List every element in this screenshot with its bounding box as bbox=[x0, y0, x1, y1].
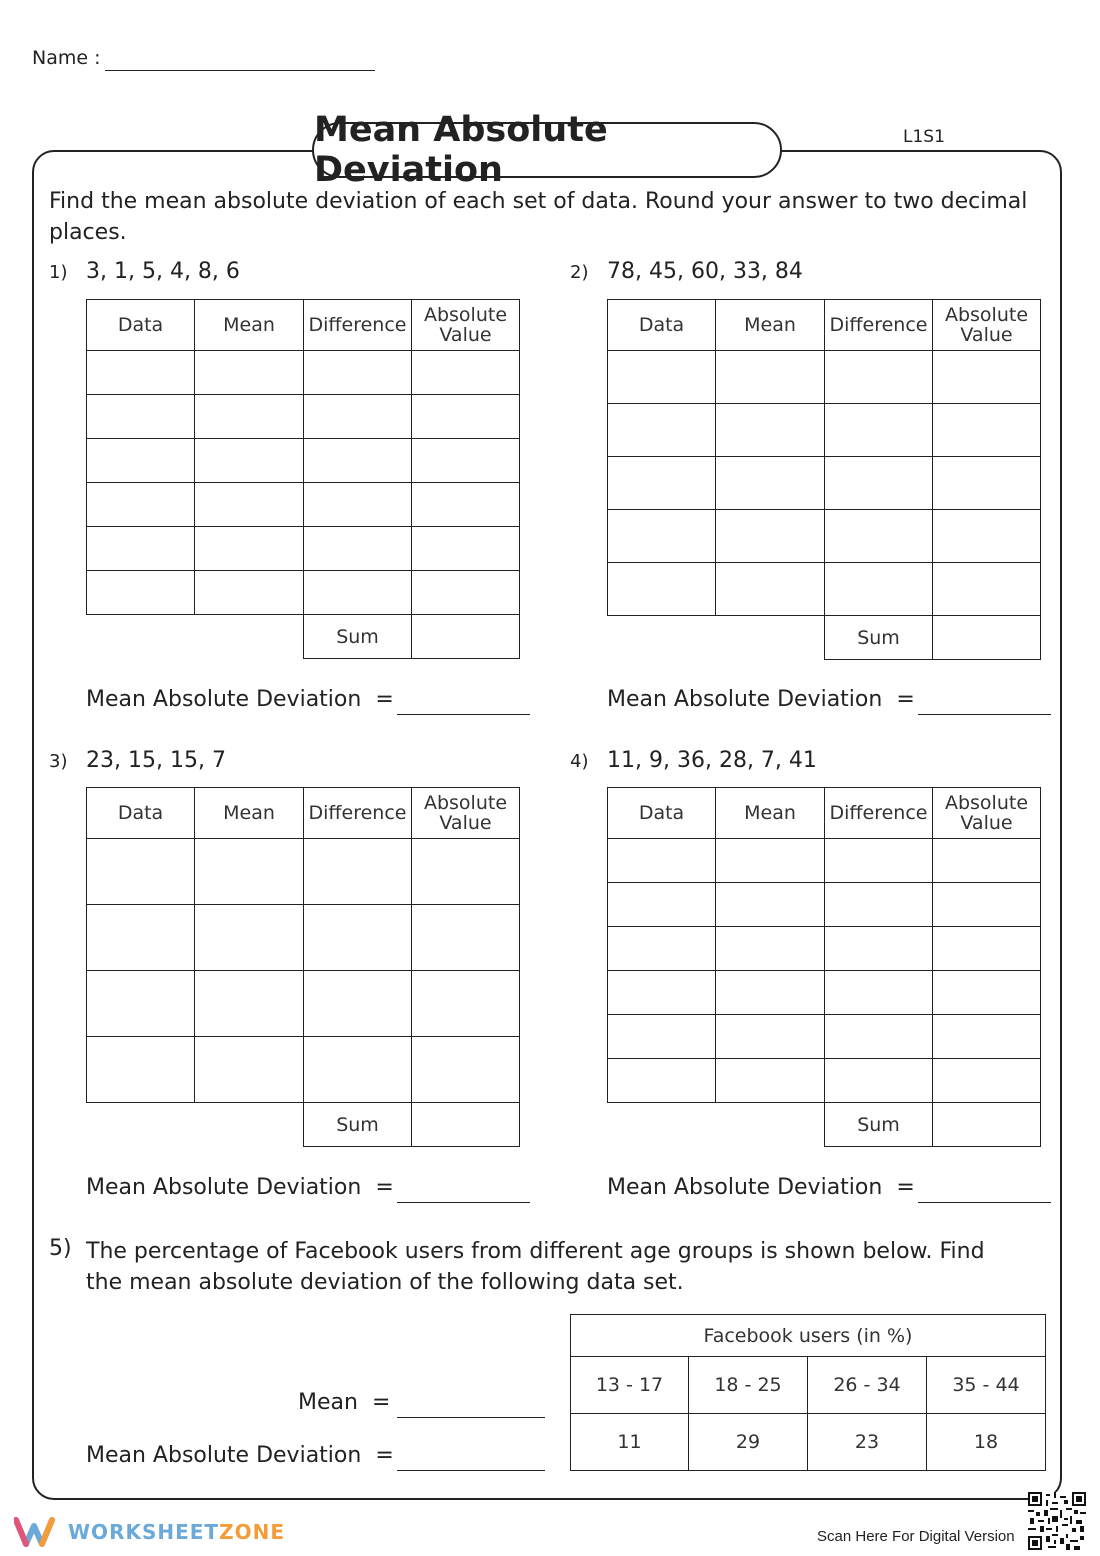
abs-cell[interactable] bbox=[412, 905, 520, 971]
problem-3-table bbox=[86, 787, 520, 1147]
problem-2-mad-label bbox=[607, 687, 915, 712]
table-row bbox=[608, 404, 1041, 457]
header-abs-line1: Absolute bbox=[944, 304, 1029, 326]
mean-cell[interactable] bbox=[716, 404, 825, 457]
header-abs-line1: Absolute bbox=[423, 792, 508, 814]
abs-cell[interactable] bbox=[933, 883, 1041, 927]
header-data: Data bbox=[608, 300, 716, 351]
brand-name bbox=[68, 1520, 285, 1544]
mad-label-text: Mean Absolute Deviation bbox=[607, 1175, 883, 1200]
problem-5-mad-label bbox=[86, 1443, 394, 1468]
abs-cell[interactable] bbox=[933, 510, 1041, 563]
table-row bbox=[608, 563, 1041, 616]
header-abs-line1: Absolute bbox=[423, 304, 508, 326]
brand-part1: WORKSHEET bbox=[68, 1520, 220, 1544]
difference-cell[interactable] bbox=[825, 883, 933, 927]
difference-cell[interactable] bbox=[304, 839, 412, 905]
problem-5-mean-label bbox=[298, 1390, 390, 1415]
table-row bbox=[87, 905, 520, 971]
sum-cell[interactable] bbox=[933, 1103, 1041, 1147]
abs-cell[interactable] bbox=[412, 527, 520, 571]
problem-1-mad-label bbox=[86, 687, 394, 712]
brand-part2: ZONE bbox=[219, 1520, 285, 1544]
sum-row bbox=[87, 615, 520, 659]
problem-2-answer-blank[interactable] bbox=[918, 714, 1051, 715]
sum-label: Sum bbox=[825, 616, 933, 660]
problem-5-text: The percentage of Facebook users from different age groups is shown below. Find the mean absolute deviation of the following data set. bbox=[86, 1239, 985, 1295]
problem-4-data: 11, 9, 36, 28, 7, 41 bbox=[607, 748, 817, 773]
percentage-cell: 11 bbox=[571, 1414, 689, 1471]
sum-cell[interactable] bbox=[933, 616, 1041, 660]
data-cell[interactable] bbox=[87, 351, 195, 395]
equals-sign: = bbox=[896, 687, 915, 712]
table-row bbox=[87, 571, 520, 615]
sum-label: Sum bbox=[825, 1103, 933, 1147]
header-difference: Difference bbox=[304, 788, 412, 839]
table-row bbox=[87, 351, 520, 395]
data-cell[interactable] bbox=[608, 457, 716, 510]
header-abs-line2: Value bbox=[960, 324, 1013, 346]
data-cell[interactable] bbox=[87, 1037, 195, 1103]
abs-cell[interactable] bbox=[412, 1037, 520, 1103]
sum-row bbox=[87, 1103, 520, 1147]
table-row bbox=[87, 395, 520, 439]
age-group-cell: 26 - 34 bbox=[808, 1357, 927, 1414]
mean-cell[interactable] bbox=[195, 395, 304, 439]
data-cell[interactable] bbox=[87, 439, 195, 483]
data-cell[interactable] bbox=[608, 971, 716, 1015]
age-group-cell: 18 - 25 bbox=[689, 1357, 808, 1414]
mean-cell[interactable] bbox=[195, 839, 304, 905]
table-row bbox=[87, 971, 520, 1037]
header-data: Data bbox=[608, 788, 716, 839]
data-cell[interactable] bbox=[608, 1059, 716, 1103]
table-row bbox=[608, 510, 1041, 563]
mean-cell[interactable] bbox=[716, 1015, 825, 1059]
problem-2-number: 2) bbox=[570, 262, 589, 283]
data-cell[interactable] bbox=[608, 404, 716, 457]
data-cell[interactable] bbox=[608, 927, 716, 971]
header-mean: Mean bbox=[716, 788, 825, 839]
data-cell[interactable] bbox=[608, 351, 716, 404]
problem-2-table bbox=[607, 299, 1041, 660]
header-data: Data bbox=[87, 788, 195, 839]
qr-code-icon[interactable] bbox=[1028, 1492, 1086, 1550]
data-cell[interactable] bbox=[608, 563, 716, 616]
percentage-row bbox=[571, 1414, 1046, 1471]
problem-5-number: 5) bbox=[49, 1236, 72, 1261]
difference-cell[interactable] bbox=[825, 510, 933, 563]
equals-sign: = bbox=[896, 1175, 915, 1200]
header-absolute-value bbox=[933, 788, 1041, 839]
data-cell[interactable] bbox=[87, 527, 195, 571]
difference-cell[interactable] bbox=[304, 527, 412, 571]
age-group-cell: 35 - 44 bbox=[927, 1357, 1046, 1414]
mad-label-text: Mean Absolute Deviation bbox=[607, 687, 883, 712]
table-row bbox=[608, 839, 1041, 883]
table-row bbox=[608, 457, 1041, 510]
problem-4-table bbox=[607, 787, 1041, 1147]
sum-row bbox=[608, 616, 1041, 660]
mean-cell[interactable] bbox=[716, 927, 825, 971]
abs-cell[interactable] bbox=[412, 395, 520, 439]
equals-sign: = bbox=[371, 1390, 391, 1415]
difference-cell[interactable] bbox=[304, 483, 412, 527]
table-row bbox=[87, 527, 520, 571]
abs-cell[interactable] bbox=[933, 404, 1041, 457]
sum-label: Sum bbox=[304, 1103, 412, 1147]
problem-4-mad-label bbox=[607, 1175, 915, 1200]
header-abs-line1: Absolute bbox=[944, 792, 1029, 814]
mean-cell[interactable] bbox=[195, 351, 304, 395]
table-row bbox=[608, 927, 1041, 971]
problem-1-answer-blank[interactable] bbox=[397, 714, 530, 715]
data-cell[interactable] bbox=[608, 883, 716, 927]
header-abs-line2: Value bbox=[960, 812, 1013, 834]
header-mean: Mean bbox=[716, 300, 825, 351]
worksheet-code: L1S1 bbox=[903, 127, 945, 147]
difference-cell[interactable] bbox=[825, 927, 933, 971]
mean-cell[interactable] bbox=[195, 971, 304, 1037]
difference-cell[interactable] bbox=[304, 1037, 412, 1103]
header-difference: Difference bbox=[825, 788, 933, 839]
header-absolute-value bbox=[412, 788, 520, 839]
name-label: Name : bbox=[32, 47, 101, 69]
header-abs-line2: Value bbox=[439, 812, 492, 834]
difference-cell[interactable] bbox=[825, 351, 933, 404]
sum-cell[interactable] bbox=[412, 1103, 520, 1147]
w-logo-icon bbox=[14, 1516, 60, 1548]
table-row bbox=[87, 483, 520, 527]
table-row bbox=[87, 1037, 520, 1103]
mean-label-text: Mean bbox=[298, 1390, 358, 1415]
abs-cell[interactable] bbox=[412, 351, 520, 395]
sum-label: Sum bbox=[304, 615, 412, 659]
difference-cell[interactable] bbox=[825, 404, 933, 457]
abs-cell[interactable] bbox=[933, 351, 1041, 404]
sum-cell[interactable] bbox=[412, 615, 520, 659]
mean-cell[interactable] bbox=[195, 527, 304, 571]
data-cell[interactable] bbox=[608, 1015, 716, 1059]
abs-cell[interactable] bbox=[412, 571, 520, 615]
difference-cell[interactable] bbox=[304, 395, 412, 439]
difference-cell[interactable] bbox=[304, 439, 412, 483]
header-data: Data bbox=[87, 300, 195, 351]
mean-cell[interactable] bbox=[195, 571, 304, 615]
mean-cell[interactable] bbox=[716, 457, 825, 510]
header-difference: Difference bbox=[825, 300, 933, 351]
difference-cell[interactable] bbox=[304, 351, 412, 395]
difference-cell[interactable] bbox=[825, 839, 933, 883]
problem-3-mad-label bbox=[86, 1175, 394, 1200]
data-cell[interactable] bbox=[87, 395, 195, 439]
data-cell[interactable] bbox=[87, 839, 195, 905]
header-absolute-value bbox=[933, 300, 1041, 351]
table-row bbox=[608, 351, 1041, 404]
problem-1-data: 3, 1, 5, 4, 8, 6 bbox=[86, 259, 240, 284]
percentage-cell: 18 bbox=[927, 1414, 1046, 1471]
problem-3-answer-blank[interactable] bbox=[397, 1202, 530, 1203]
table-row bbox=[87, 839, 520, 905]
data-cell[interactable] bbox=[87, 483, 195, 527]
equals-sign: = bbox=[375, 1175, 394, 1200]
problem-1-table bbox=[86, 299, 520, 659]
difference-cell[interactable] bbox=[825, 1015, 933, 1059]
equals-sign: = bbox=[375, 687, 394, 712]
abs-cell[interactable] bbox=[933, 457, 1041, 510]
header-mean: Mean bbox=[195, 788, 304, 839]
table-row bbox=[608, 1059, 1041, 1103]
data-cell[interactable] bbox=[87, 971, 195, 1037]
mean-cell[interactable] bbox=[716, 1059, 825, 1103]
equals-sign: = bbox=[375, 1443, 394, 1468]
mean-cell[interactable] bbox=[716, 971, 825, 1015]
problem-1-number: 1) bbox=[49, 262, 68, 283]
abs-cell[interactable] bbox=[412, 483, 520, 527]
table-row bbox=[87, 439, 520, 483]
mean-cell[interactable] bbox=[716, 839, 825, 883]
difference-cell[interactable] bbox=[304, 905, 412, 971]
table-row bbox=[608, 971, 1041, 1015]
abs-cell[interactable] bbox=[933, 927, 1041, 971]
sum-row bbox=[608, 1103, 1041, 1147]
abs-cell[interactable] bbox=[933, 971, 1041, 1015]
mean-cell[interactable] bbox=[195, 483, 304, 527]
difference-cell[interactable] bbox=[304, 971, 412, 1037]
mean-cell[interactable] bbox=[716, 883, 825, 927]
scan-text: Scan Here For Digital Version bbox=[817, 1528, 1015, 1545]
data-cell[interactable] bbox=[608, 510, 716, 563]
percentage-cell: 29 bbox=[689, 1414, 808, 1471]
worksheetzone-logo[interactable] bbox=[14, 1516, 285, 1548]
data-cell[interactable] bbox=[87, 905, 195, 971]
name-line[interactable] bbox=[105, 70, 375, 71]
mean-cell[interactable] bbox=[195, 439, 304, 483]
age-group-cell: 13 - 17 bbox=[571, 1357, 689, 1414]
problem-4-number: 4) bbox=[570, 751, 589, 772]
problem-3-number: 3) bbox=[49, 751, 68, 772]
percentage-cell: 23 bbox=[808, 1414, 927, 1471]
problem-5-mad-blank[interactable] bbox=[397, 1470, 545, 1471]
abs-cell[interactable] bbox=[933, 563, 1041, 616]
abs-cell[interactable] bbox=[412, 839, 520, 905]
abs-cell[interactable] bbox=[412, 971, 520, 1037]
facebook-table-title: Facebook users (in %) bbox=[571, 1315, 1046, 1357]
table-row bbox=[608, 883, 1041, 927]
problem-4-answer-blank[interactable] bbox=[918, 1202, 1051, 1203]
mad-label-text: Mean Absolute Deviation bbox=[86, 1175, 362, 1200]
mean-cell[interactable] bbox=[195, 1037, 304, 1103]
data-cell[interactable] bbox=[87, 571, 195, 615]
problem-3-data: 23, 15, 15, 7 bbox=[86, 748, 226, 773]
page-title: Mean Absolute Deviation bbox=[312, 122, 782, 178]
difference-cell[interactable] bbox=[825, 971, 933, 1015]
difference-cell[interactable] bbox=[825, 457, 933, 510]
problem-5-mean-blank[interactable] bbox=[397, 1417, 545, 1418]
abs-cell[interactable] bbox=[933, 839, 1041, 883]
mean-cell[interactable] bbox=[195, 905, 304, 971]
header-difference: Difference bbox=[304, 300, 412, 351]
mad-label-text: Mean Absolute Deviation bbox=[86, 1443, 362, 1468]
difference-cell[interactable] bbox=[304, 571, 412, 615]
header-absolute-value bbox=[412, 300, 520, 351]
mad-label-text: Mean Absolute Deviation bbox=[86, 687, 362, 712]
abs-cell[interactable] bbox=[933, 1059, 1041, 1103]
age-group-row bbox=[571, 1357, 1046, 1414]
instructions: Find the mean absolute deviation of each set of data. Round your answer to two decimal places. bbox=[49, 189, 1028, 245]
facebook-users-table bbox=[570, 1314, 1046, 1471]
abs-cell[interactable] bbox=[933, 1015, 1041, 1059]
mean-cell[interactable] bbox=[716, 351, 825, 404]
mean-cell[interactable] bbox=[716, 563, 825, 616]
problem-2-data: 78, 45, 60, 33, 84 bbox=[607, 259, 803, 284]
header-abs-line2: Value bbox=[439, 324, 492, 346]
data-cell[interactable] bbox=[608, 839, 716, 883]
mean-cell[interactable] bbox=[716, 510, 825, 563]
difference-cell[interactable] bbox=[825, 1059, 933, 1103]
header-mean: Mean bbox=[195, 300, 304, 351]
table-row bbox=[608, 1015, 1041, 1059]
abs-cell[interactable] bbox=[412, 439, 520, 483]
difference-cell[interactable] bbox=[825, 563, 933, 616]
